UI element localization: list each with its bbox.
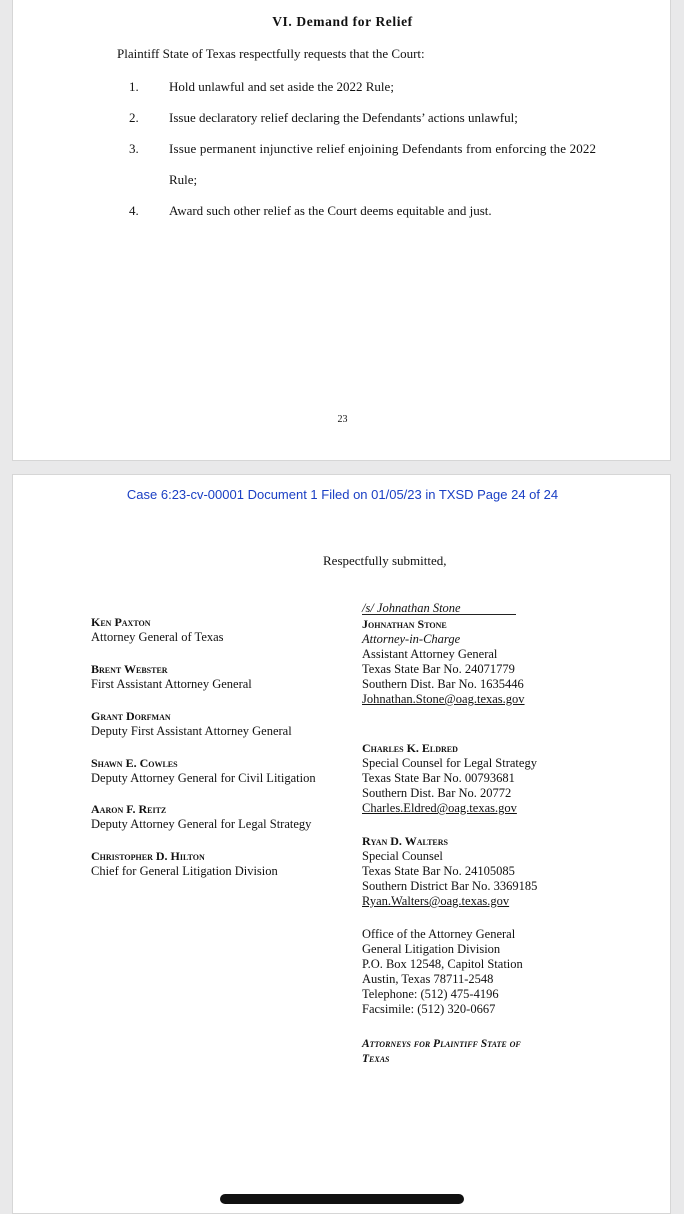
relief-item-continuation: Rule; (169, 172, 198, 187)
counsel-name: Johnathan Stone (362, 617, 447, 631)
relief-intro: Plaintiff State of Texas respectfully requests that the Court: (117, 46, 425, 61)
official-title: First Assistant Attorney General (91, 677, 252, 691)
relief-item-number: 2. (129, 110, 139, 125)
official-block (91, 756, 316, 786)
counsel-block-eldred (362, 741, 537, 816)
counsel-name: Ryan D. Walters (362, 834, 448, 848)
counsel-title: Special Counsel (362, 849, 443, 863)
attorneys-for-line2: Texas (362, 1053, 390, 1065)
official-block (91, 615, 224, 645)
attorneys-for-line1: Attorneys for Plaintiff State of (362, 1038, 521, 1050)
office-name: Office of the Attorney General (362, 927, 516, 941)
district-bar-number: Southern Dist. Bar No. 1635446 (362, 677, 524, 691)
document-page-23 (12, 0, 671, 461)
official-name: Grant Dorfman (91, 709, 171, 723)
office-fax: Facsimile: (512) 320-0667 (362, 1002, 496, 1016)
case-header: Case 6:23-cv-00001 Document 1 Filed on 01/05/23 in TXSD Page 24 of 24 (126, 487, 559, 502)
relief-item-text: Hold unlawful and set aside the 2022 Rule; (169, 79, 394, 94)
district-bar-number: Southern Dist. Bar No. 20772 (362, 786, 512, 800)
section-heading: VI. Demand for Relief (272, 14, 413, 29)
official-block (91, 662, 252, 692)
official-title: Deputy First Assistant Attorney General (91, 724, 292, 738)
email-link[interactable]: Charles.Eldred@oag.texas.gov (362, 801, 517, 815)
page-number: 23 (337, 414, 348, 425)
relief-item-text: Issue declaratory relief declaring the Defendants’ actions unlawful; (169, 110, 518, 125)
state-bar-number: Texas State Bar No. 00793681 (362, 771, 515, 785)
counsel-block-stone (362, 617, 525, 707)
state-bar-number: Texas State Bar No. 24105085 (362, 864, 515, 878)
official-title: Attorney General of Texas (91, 630, 224, 644)
office-po-box: P.O. Box 12548, Capitol Station (362, 957, 523, 971)
home-indicator[interactable] (220, 1194, 464, 1204)
official-name: Aaron F. Reitz (91, 802, 167, 816)
official-title: Deputy Attorney General for Civil Litigation (91, 771, 316, 785)
attorneys-for-plaintiff (362, 1037, 521, 1067)
office-address-block (362, 927, 523, 1017)
relief-item-number: 3. (129, 141, 139, 156)
counsel-title: Assistant Attorney General (362, 647, 498, 661)
closing-line: Respectfully submitted, (323, 553, 447, 568)
counsel-block-walters (362, 834, 537, 909)
relief-item-number: 1. (129, 79, 139, 94)
signature-line (362, 614, 516, 615)
office-city: Austin, Texas 78711-2548 (362, 972, 494, 986)
relief-item-text: Issue permanent injunctive relief enjoining Defendants from enforcing the 2022 (169, 141, 597, 156)
official-block (91, 709, 292, 739)
email-link[interactable]: Johnathan.Stone@oag.texas.gov (362, 692, 525, 706)
official-block (91, 802, 311, 832)
official-name: Shawn E. Cowles (91, 756, 178, 770)
office-telephone: Telephone: (512) 475-4196 (362, 987, 499, 1001)
official-title: Deputy Attorney General for Legal Strategy (91, 817, 312, 831)
official-block (91, 849, 278, 879)
email-link[interactable]: Ryan.Walters@oag.texas.gov (362, 894, 510, 908)
relief-item-number: 4. (129, 203, 139, 218)
relief-item-text: Award such other relief as the Court deems equitable and just. (169, 203, 492, 218)
counsel-name: Charles K. Eldred (362, 741, 458, 755)
document-page-24 (12, 474, 671, 1214)
state-bar-number: Texas State Bar No. 24071779 (362, 662, 515, 676)
counsel-title: Special Counsel for Legal Strategy (362, 756, 537, 770)
office-division: General Litigation Division (362, 942, 501, 956)
official-title: Chief for General Litigation Division (91, 864, 278, 878)
district-bar-number: Southern District Bar No. 3369185 (362, 879, 538, 893)
signature-text: /s/ Johnathan Stone (362, 601, 461, 615)
official-name: Ken Paxton (91, 615, 151, 629)
counsel-role: Attorney-in-Charge (362, 632, 461, 646)
official-name: Christopher D. Hilton (91, 849, 205, 863)
official-name: Brent Webster (91, 662, 168, 676)
